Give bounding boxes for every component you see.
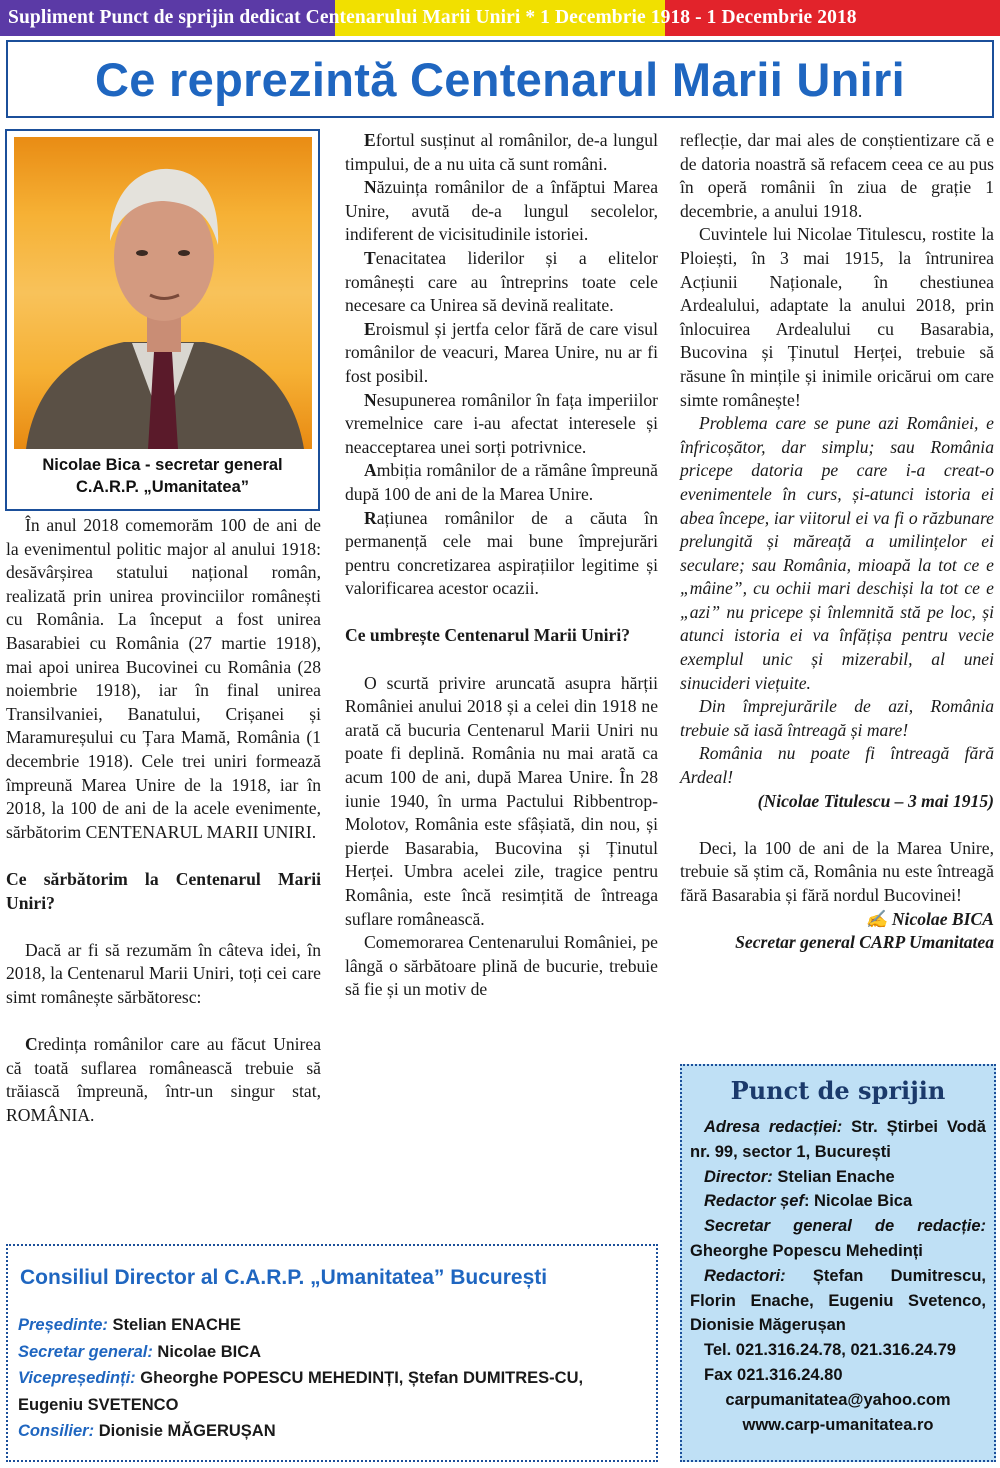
vice-names: Gheorghe POPESCU MEHEDINȚI, Ștefan DUMITRES-CU, Eugeniu SVETENCO	[18, 1369, 584, 1414]
contact-secretary	[690, 1214, 986, 1264]
director-label: Director:	[704, 1167, 773, 1186]
contact-chief	[690, 1189, 986, 1214]
portrait-box	[5, 129, 320, 511]
acrostic-paragraph	[345, 507, 658, 601]
credinta-paragraph	[6, 1033, 321, 1127]
drop-initial: E	[364, 130, 376, 150]
acrostic-paragraph	[345, 247, 658, 318]
titulescu-quote: Problema care se pune azi României, e înfricoșător, dar simplu; sau România pricepe datoria pe care i-a creat-o evenimentele în curs, și-atunci istoria ei abea începe, iar viitorul ei va fi o răzbunare prelungită și măreață a umilințelor ei seculare; sau România, mioapă la tot ce e „mâine”, cu ochii mari deschiși la tot ce e „azi” nu pricepe și înlemnită stă pe loc, și atunci istoria ei va înfățișa pentru vecie exemplul unic și mizerabil, al unei sinucideri viețuite.	[680, 413, 994, 693]
titulescu-intro: Cuvintele lui Nicolae Titulescu, rostite la Ploiești, în 3 mai 1915, la întrunirea Acțiunii Naționale, în chestiunea Ardealului, adaptate la anului 2018, prin înlocuirea Ardealului cu Basarabia, Bucovina și Ținutul Herței, trebuie să răsune în mințile și inimile oricărui om care simte românește!	[680, 224, 994, 410]
summary-paragraph: Dacă ar fi să rezumăm în câteva idei, în 2018, la Centenarul Marii Uniri, toți cei care simt românește sărbătoresc:	[6, 939, 321, 1007]
section-heading-shadow: Ce umbrește Centenarul Marii Uniri?	[345, 625, 631, 646]
titulescu-quote-2: Din împrejurările de azi, România trebuie să iasă întreagă și mare!	[680, 696, 994, 740]
section-heading-celebrate: Ce sărbătorim la Centenarul Marii Uniri?	[6, 868, 321, 913]
board-president	[18, 1312, 646, 1339]
secretary-value: Gheorghe Popescu Mehedinți	[690, 1241, 923, 1260]
drop-initial: C	[25, 1034, 38, 1055]
signature-name: Nicolae BICA	[891, 908, 994, 929]
signature-name-line	[680, 908, 994, 932]
acrostic-paragraph	[345, 459, 658, 506]
chief-label: Redactor șef	[704, 1192, 804, 1211]
drop-initial: E	[364, 318, 376, 339]
article-column-2	[345, 129, 658, 1002]
president-name: Stelian ENACHE	[112, 1316, 241, 1334]
acrostic-text: esupunerea românilor în fața imperiilor vremelnice care i-au afectat interesele și neacceptarea unei sorți potrivnice.	[345, 389, 658, 457]
quote-attribution: (Nicolae Titulescu – 3 mai 1915)	[757, 790, 994, 811]
commemoration-paragraph: Comemorarea Centenarului României, pe lângă o sărbătoare plină de bucurie, trebuie să fie și un motiv de	[345, 932, 658, 1000]
caption-line-2: C.A.R.P. „Umanitatea”	[76, 478, 249, 496]
director-value: Stelian Enache	[777, 1167, 895, 1186]
contact-email[interactable]: carpumanitatea@yahoo.com	[725, 1390, 951, 1409]
editors-value: Ștefan Dumitrescu, Florin Enache, Eugeniu Svetenco, Dionisie Măgerușan	[690, 1266, 986, 1335]
contact-website[interactable]: www.carp-umanitatea.ro	[742, 1415, 934, 1434]
secretary-label: Secretar general de redacție:	[704, 1217, 986, 1236]
contact-editors	[690, 1264, 986, 1338]
headline-box	[6, 40, 994, 118]
board-secretary	[18, 1339, 646, 1366]
board-advisor	[18, 1418, 646, 1445]
pen-icon: ✍	[865, 908, 888, 929]
acrostic-paragraph	[345, 389, 658, 460]
acrostic-text: enacitatea liderilor și a elitelor românești care au întreprins toate cele necesare ca Unirea să devină realitate.	[345, 247, 658, 316]
secretary-name: Nicolae BICA	[157, 1342, 262, 1361]
credinta-text: redința românilor care au făcut Unirea că toată suflarea românească trebuie să trăiască împreună, într-un singur stat, ROMÂNIA.	[6, 1034, 321, 1125]
advisor-label: Consilier:	[18, 1422, 95, 1440]
shadow-paragraph: O scurtă privire aruncată asupra hărții României anului 2018 și a celei din 1918 ne arată că bucuria Centenarul Marii Uniri nu poate fi deplină. România nu mai arată ca acum 100 de ani, după Marea Unire. În 28 iunie 1940, în urma Pactului Ribbentrop-Molotov, România este sfâșiată, din nou, și pierde Basarabia, Bucovina și Ținutul Herței. Umbra acelei zile, tragice pentru România, este încă resimțită de întreaga suflare românească.	[345, 672, 658, 929]
drop-initial: A	[364, 460, 377, 481]
contact-title: Punct de sprijin	[730, 1076, 946, 1105]
article-column-3	[680, 129, 994, 955]
president-label: Președinte:	[18, 1316, 108, 1334]
board-vice	[18, 1365, 646, 1418]
advisor-name: Dionisie MĂGERUȘAN	[98, 1422, 276, 1440]
page-title: Ce reprezintă Centenarul Marii Uniri	[95, 52, 905, 106]
board-title: Consiliul Director al C.A.R.P. „Umanitatea” București	[20, 1266, 548, 1289]
acrostic-text: mbiția românilor de a rămâne împreună după 100 de ani de la Marea Unire.	[345, 460, 658, 504]
contact-address	[690, 1115, 986, 1165]
contact-fax: Fax 021.316.24.80	[704, 1365, 843, 1384]
acrostic-text: ațiunea românilor de a căuta în permanență cele mai bune împrejurări pentru concretizarea aspirațiilor legitime și valorificarea acestor ocazii.	[345, 507, 658, 599]
vice-label: Vicepreședinți:	[18, 1369, 136, 1387]
signature-role: Secretar general CARP Umanitatea	[735, 932, 994, 953]
acrostic-text: ăzuința românilor de a înfăptui Marea Unire, avută de-a lungul secolelor, indiferent de vicisitudinile istoriei.	[345, 177, 658, 245]
intro-paragraph: În anul 2018 comemorăm 100 de ani de la evenimentul politic major al anului 1918: desăvârșirea statului național român, realizată prin unirea provinciilor românești cu România. La început a fost unirea Basarabiei cu România (27 martie 1918), mai apoi unirea Bucovinei cu România (28 noiembrie 1918), iar în final unirea Transilvaniei, Banatului, Crișanei și Maramureșului cu Țara Mamă, România (1 decembrie 1918). Cele trei uniri formează împreună Marea Unire de la 1918, iar în 2018, la 100 de ani de la acele evenimente, sărbătorim CENTENARUL MARII UNIRI.	[6, 515, 321, 842]
editors-label: Redactori:	[704, 1266, 786, 1285]
acrostic-paragraph	[345, 318, 658, 389]
drop-initial: T	[364, 247, 376, 268]
drop-initial: N	[364, 177, 377, 198]
acrostic-paragraph	[345, 129, 658, 176]
chief-value: : Nicolae Bica	[803, 1192, 913, 1211]
acrostic-text: fortul susținut al românilor, de-a lungul timpului, de a nu uita că sunt români.	[345, 130, 658, 174]
portrait-caption	[7, 454, 318, 498]
drop-initial: R	[364, 507, 377, 528]
titulescu-quote-3: România nu poate fi întreagă fără Ardeal!	[680, 743, 994, 788]
supplement-banner-text: Supliment Punct de sprijin dedicat Centenarului Marii Uniri * 1 Decembrie 1918 - 1 Decembrie 2018	[8, 7, 857, 28]
drop-initial: N	[364, 389, 377, 410]
address-label: Adresa redacției:	[704, 1118, 843, 1136]
portrait-illustration	[14, 137, 312, 449]
supplement-banner	[0, 0, 1000, 36]
address-value: Str. Știrbei Vodă nr. 99, sector 1, București	[690, 1118, 986, 1161]
board-box	[6, 1244, 658, 1462]
acrostic-paragraph	[345, 176, 658, 247]
continued-paragraph: reflecție, dar mai ales de conștientizare că e de datoria noastră să refacem ceea ce au pus în operă românii în ziua de grație 1 decembrie, a anului 1918.	[680, 130, 994, 221]
portrait-photo	[14, 137, 312, 449]
contact-box	[680, 1064, 996, 1462]
acrostic-text: roismul și jertfa celor fără de care visul românilor de veacuri, Marea Unire, nu ar fi fost posibil.	[345, 318, 658, 386]
secretary-label: Secretar general:	[18, 1342, 153, 1361]
conclusion-paragraph: Deci, la 100 de ani de la Marea Unire, trebuie să știm că, România nu este întreagă fără Basarabia și fără nordul Bucovinei!	[680, 837, 994, 905]
article-column-1	[6, 514, 321, 1127]
caption-line-1: Nicolae Bica - secretar general	[42, 456, 283, 474]
contact-director	[690, 1165, 986, 1190]
contact-tel: Tel. 021.316.24.78, 021.316.24.79	[704, 1341, 956, 1360]
